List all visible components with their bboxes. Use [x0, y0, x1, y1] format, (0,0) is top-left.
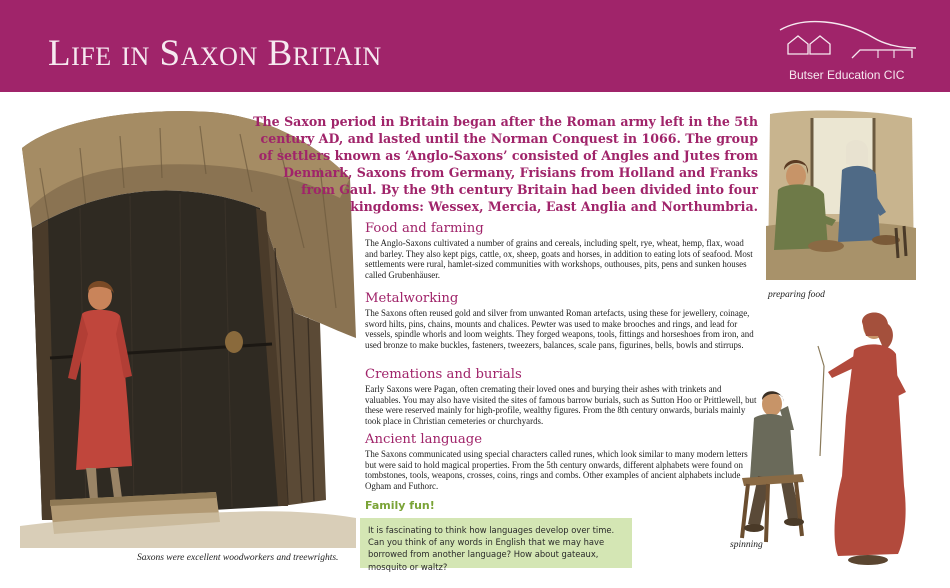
brand-name: Butser Education CIC — [789, 68, 905, 82]
section-ancient-language — [365, 432, 757, 492]
section-heading: Food and farming — [365, 221, 484, 236]
section-heading: Cremations and burials — [365, 367, 522, 382]
section-heading: Metalworking — [365, 291, 459, 306]
section-body: The Anglo-Saxons cultivated a number of grains and cereals, including spelt, rye, wheat, hemp, flax, woad and barley. They also kept pigs, cattle, ox, sheep, goats and horses, in addition to eating lots of seafood. Most settlements were rural, hamlet-sized communities with workshops, outhouses, pits, pens and sunken houses called Grubenhäuser. — [365, 238, 753, 281]
preparing-food-illustration — [766, 108, 916, 280]
family-fun-heading: Family fun! — [365, 499, 435, 512]
section-body: The Saxons communicated using special characters called runes, which look similar to many modern letters but were said to hold magical properties. From the 5th century onwards, different alphabets were found on tombstones, tools, weapons, crosses, coins, rings and combs. Other examples of ancient alphabets include Ogham and Futhorc. — [365, 449, 748, 492]
food-caption: preparing food — [768, 290, 825, 300]
section-metalworking — [365, 291, 757, 367]
content-sections — [365, 221, 757, 492]
hut-caption: Saxons were excellent woodworkers and treewrights. — [137, 553, 339, 563]
section-cremations-burials — [365, 367, 757, 432]
section-body: The Saxons often reused gold and silver from unwanted Roman artefacts, using these for jewellery, coinage, sword hilts, pins, chains, mounts and chalices. Pewter was used to make brooches and rings, and lead for vessels, spindle whorls and loom weights. They forged weapons, tools, fittings and horseshoes from iron, and used bronze to make buckles, fasteners, tweezers, balances, scale pans, figurines, bells, bowls and stirrups. — [365, 308, 754, 351]
page-title: Life in Saxon Britain — [48, 33, 382, 74]
spinning-caption: spinning — [730, 540, 763, 550]
spinning-illustration — [728, 306, 934, 568]
intro-paragraph: The Saxon period in Britain began after the Roman army left in the 5th century AD, and lasted until the Norman Conquest in 1066. The group of settlers known as ‘Anglo-Saxons’ consisted of Angles and Jutes from Denmark, Saxons from Germany, Frisians from Holland and Franks from Gaul. By the 9th century Britain had been divided into four kingdoms: Wessex, Mercia, East Anglia and Northumbria. — [253, 114, 758, 215]
section-food-farming — [365, 221, 757, 291]
family-fun-box: It is fascinating to think how languages develop over time. Can you think of any words in English that we may have borrowed from another language? How about gateaux, mosquito or waltz? — [360, 518, 632, 568]
section-heading: Ancient language — [365, 432, 483, 447]
section-body: Early Saxons were Pagan, often cremating their loved ones and burying their ashes with trinkets and valuables. You may also have visited the sites of famous barrow burials, such as Sutton Hoo or Prittlewell, but these were reserved mainly for high-profile, wealthy figures. From the 8th century onwards, burials mainly took place in Christian cemeteries or churchyards. — [365, 384, 757, 427]
